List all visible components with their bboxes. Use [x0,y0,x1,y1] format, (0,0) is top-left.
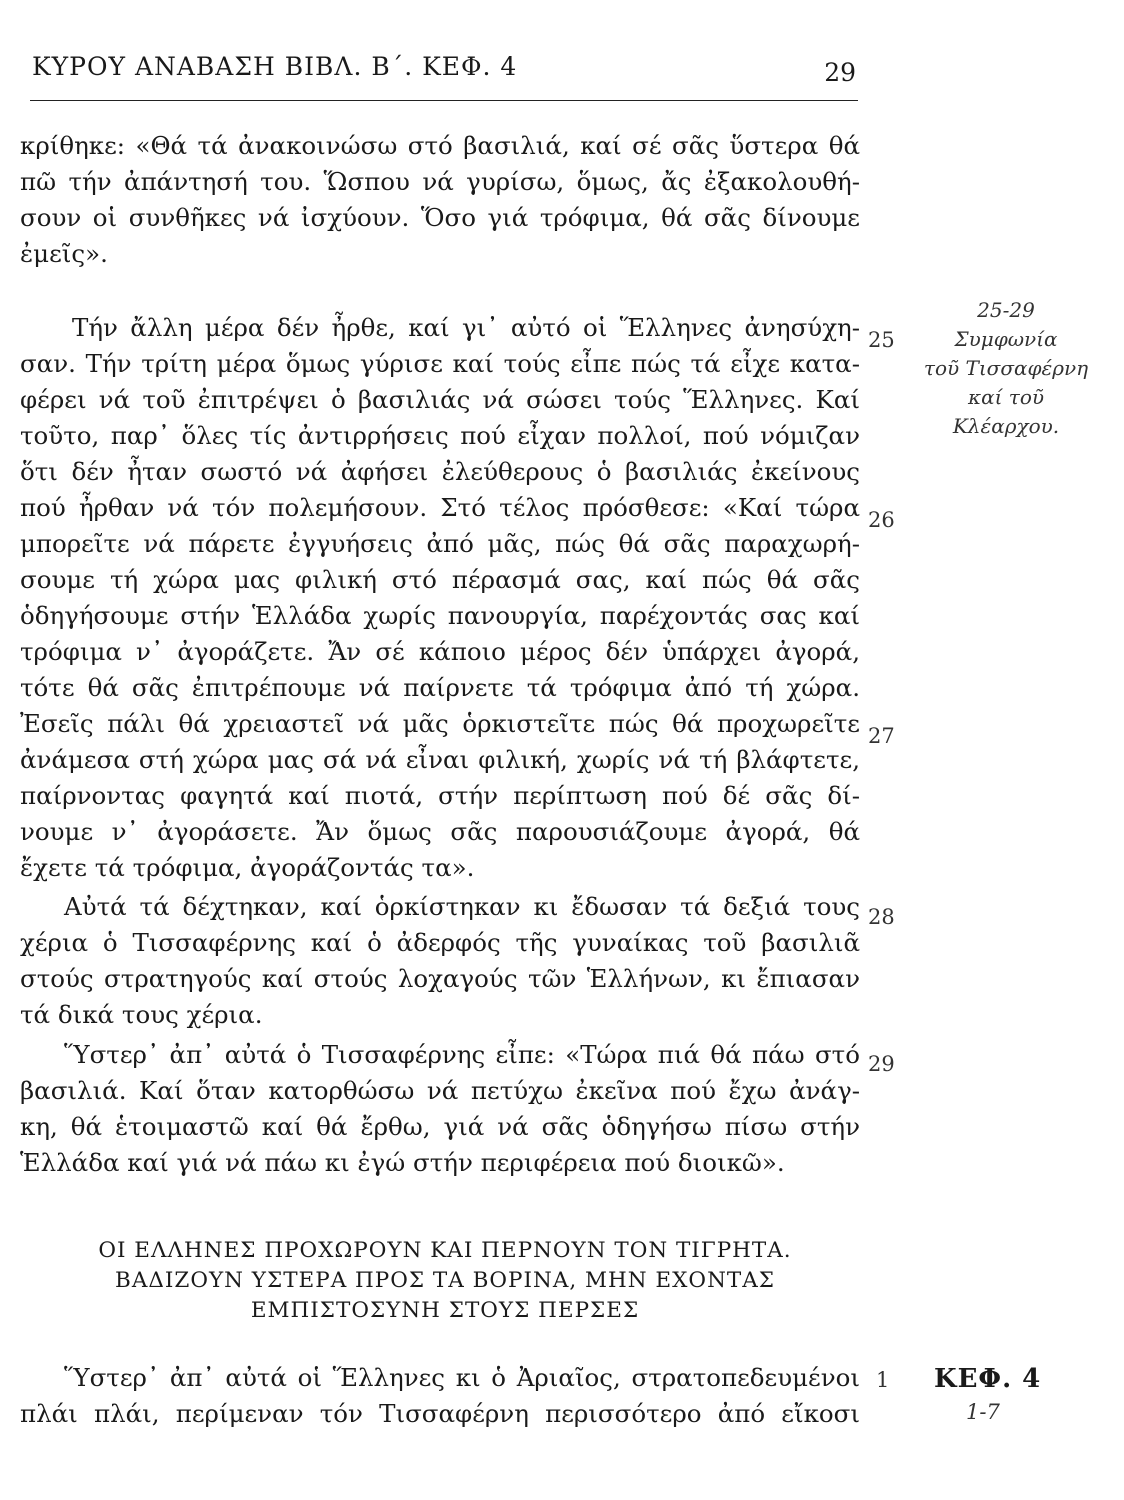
text-line: στούς στρατηγούς καί στούς λοχαγούς τῶν Ἑλλήνων, κι ἔπιασαν [20,964,860,993]
text-line: βασιλιά. Καί ὅταν κατορθώσω νά πετύχω ἐκεῖνα πού ἔχω ἀνάγ- [20,1076,860,1105]
text-line: κη, θά ἑτοιμαστῶ καί θά ἔρθω, γιά νά σᾶς ὁδηγήσω πίσω στήν [20,1112,860,1141]
section-number: 28 [868,905,895,929]
text-line: ὅτι δέν ἦταν σωστό νά ἀφήσει ἐλεύθερους ὁ βασιλιάς ἐκείνους [20,457,860,486]
text-line: σαν. Τήν τρίτη μέρα ὅμως γύρισε καί τούς εἶπε πώς τά εἶχε κατα- [20,349,860,378]
text-line: νουμε ν᾽ ἀγοράσετε. Ἄν ὅμως σᾶς παρουσιάζουμε ἀγορά, θά [20,817,860,846]
sidenote-line: καί τοῦ [967,385,1045,409]
text-line: σουν οἱ συνθῆκες νά ἰσχύουν. Ὅσο γιά τρόφιμα, θά σᾶς δίνουμε [20,203,860,232]
section-number: 29 [868,1052,895,1076]
section-number: 27 [868,724,895,748]
text-line: ἔχετε τά τρόφιμα, ἀγοράζοντάς τα». [20,853,475,882]
text-line: Αὐτά τά δέχτηκαν, καί ὁρκίστηκαν κι ἔδωσαν τά δεξιά τους [64,892,860,921]
section-heading-line: ΟΙ ΕΛΛΗΝΕΣ ΠΡΟΧΩΡΟΥΝ ΚΑΙ ΠΕΡΝΟΥΝ ΤΟΝ ΤΙΓΡΗΤΑ. [98,1238,792,1263]
section-heading-line: ΕΜΠΙΣΤΟΣΥΝΗ ΣΤΟΥΣ ΠΕΡΣΕΣ [250,1298,640,1323]
text-line: ὁδηγήσουμε στήν Ἑλλάδα χωρίς πανουργία, παρέχοντάς σας καί [20,601,860,630]
section-number: 26 [868,508,895,532]
text-line: σουμε τή χώρα μας φιλική στό πέρασμά σας, καί πώς θά σᾶς [20,565,860,594]
text-line: μπορεῖτε νά πάρετε ἐγγυήσεις ἀπό μᾶς, πώς θά σᾶς παραχωρή- [20,529,860,558]
text-line: Ἐσεῖς πάλι θά χρειαστεῖ νά μᾶς ὁρκιστεῖτε πώς θά προχωρεῖτε [20,709,860,738]
running-head: ΚΥΡΟΥ ΑΝΑΒΑΣΗ ΒΙΒΛ. Β΄. ΚΕΦ. 4 [32,52,518,81]
text-line: τά δικά τους χέρια. [20,1000,263,1029]
text-line: πῶ τήν ἀπάντησή του. Ὥσπου νά γυρίσω, ὅμως, ἄς ἐξακολουθή- [20,167,860,196]
text-line: χέρια ὁ Τισσαφέρνης καί ὁ ἀδερφός τῆς γυναίκας τοῦ βασιλιᾶ [20,928,860,957]
text-line: κρίθηκε: «Θά τά ἀνακοινώσω στό βασιλιά, καί σέ σᾶς ὕστερα θά [20,131,860,160]
text-line: Ἑλλάδα καί γιά νά πάω κι ἐγώ στήν περιφέρεια πού διοικῶ». [20,1148,785,1177]
text-line: πλάι πλάι, περίμεναν τόν Τισσαφέρνη περισσότερο ἀπό εἴκοσι [20,1399,860,1428]
text-line: τρόφιμα ν᾽ ἀγοράζετε. Ἄν σέ κάποιο μέρος δέν ὑπάρχει ἀγορά, [20,637,860,666]
sidenote-line: Κλέαρχου. [952,414,1060,438]
text-line: τοῦτο, παρ᾽ ὅλες τίς ἀντιρρήσεις πού εἶχαν πολλοί, πού νόμιζαν [20,421,860,450]
section-number: 1 [876,1368,890,1392]
text-line: ἀνάμεσα στή χώρα μας σά νά εἶναι φιλική, χωρίς νά τή βλάφτετε, [20,745,860,774]
text-line: Ὕστερ᾽ ἀπ᾽ αὐτά ὁ Τισσαφέρνης εἶπε: «Τώρα πιά θά πάω στό [64,1040,860,1069]
page-header [30,44,858,101]
text-line: τότε θά σᾶς ἐπιτρέπουμε νά παίρνετε τά τρόφιμα ἀπό τή χώρα. [20,673,860,702]
page-number: 29 [824,58,856,87]
sidenote-line: τοῦ Τισσαφέρνη [923,356,1089,380]
sidenote-range: 25-29 [977,298,1035,322]
text-line: πού ἦρθαν νά τόν πολεμήσουν. Στό τέλος πρόσθεσε: «Καί τώρα [20,493,860,522]
section-heading-line: ΒΑΔΙΖΟΥΝ ΥΣΤΕΡΑ ΠΡΟΣ ΤΑ ΒΟΡΙΝΑ, ΜΗΝ ΕΧΟΝΤΑΣ [115,1268,775,1293]
text-line: φέρει νά τοῦ ἐπιτρέψει ὁ βασιλιάς νά σώσει τούς Ἕλληνες. Καί [20,385,860,414]
chapter-range: 1-7 [966,1400,1000,1424]
text-line: Τήν ἄλλη μέρα δέν ἦρθε, καί γι᾽ αὐτό οἱ Ἕλληνες ἀνησύχη- [72,313,860,342]
chapter-label: ΚΕΦ. 4 [934,1364,1042,1394]
text-line: παίρνοντας φαγητά καί πιοτά, στήν περίπτωση πού δέ σᾶς δί- [20,781,860,810]
text-line: ἐμεῖς». [20,239,108,268]
section-number: 25 [868,328,895,352]
sidenote-line: Συμφωνία [954,327,1058,351]
text-line: Ὕστερ᾽ ἀπ᾽ αὐτά οἱ Ἕλληνες κι ὁ Ἀριαῖος, στρατοπεδευμένοι [64,1363,860,1392]
